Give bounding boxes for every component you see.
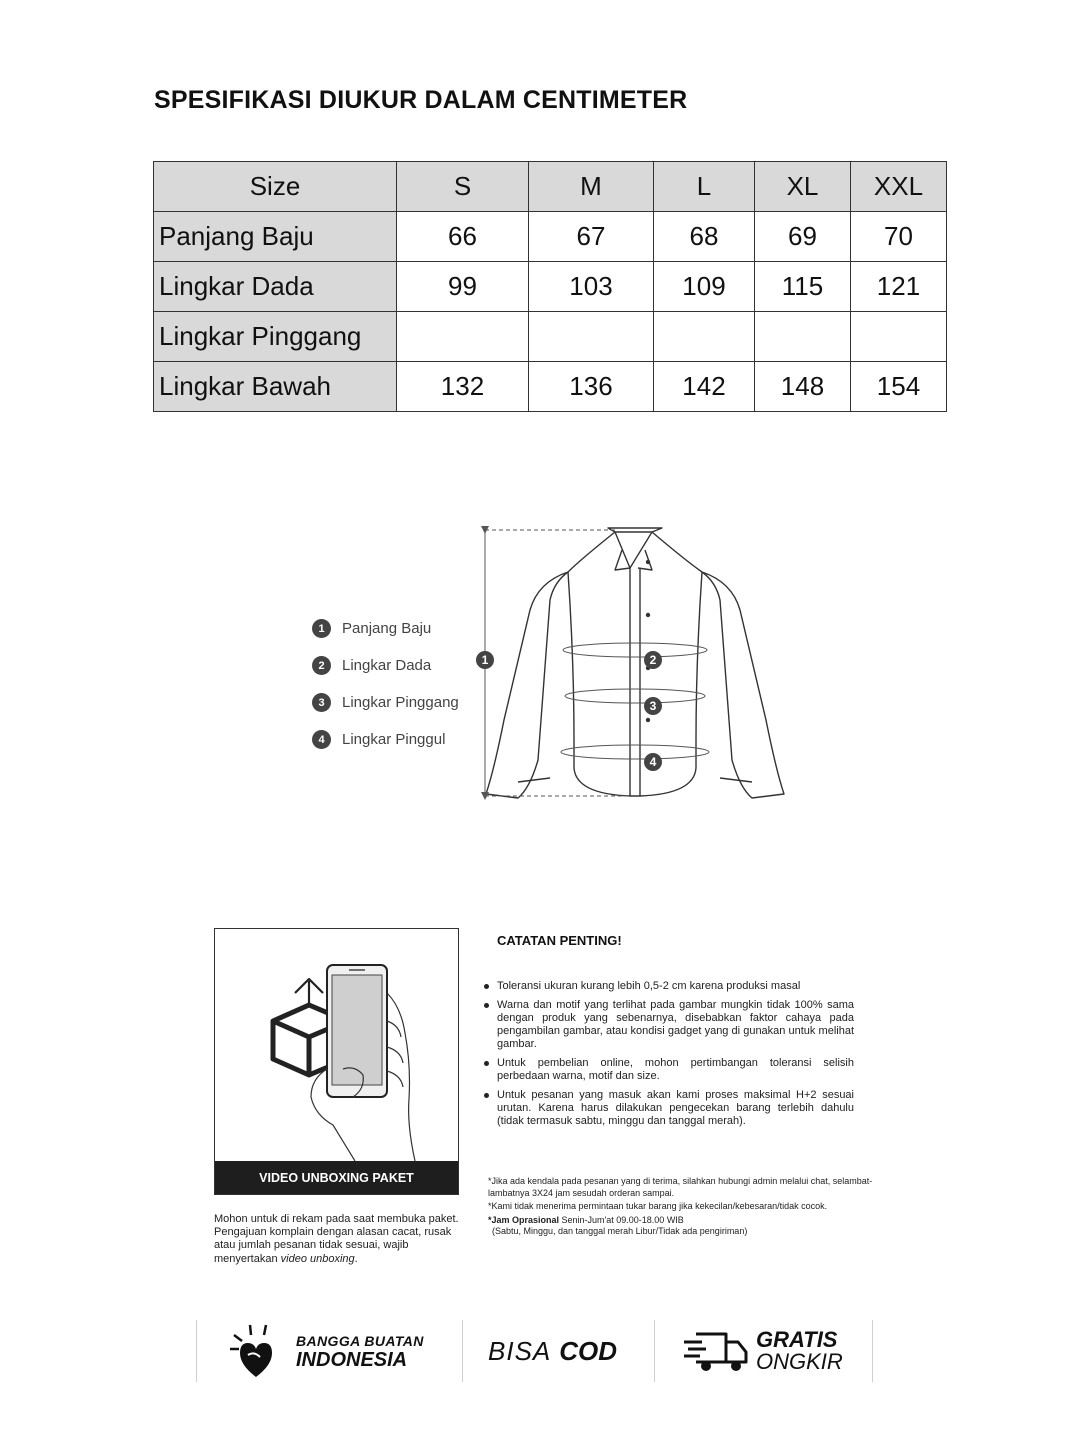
table-cell: 109	[654, 262, 755, 312]
table-row	[154, 262, 947, 312]
delivery-truck-icon	[682, 1328, 748, 1374]
table-cell	[397, 312, 529, 362]
shirt-diagram	[470, 520, 800, 820]
header-cell: Size	[154, 162, 397, 212]
legend-number: 4	[312, 730, 331, 749]
note-emphasis: video unboxing	[280, 1252, 355, 1265]
row-label: Lingkar Dada	[154, 262, 397, 312]
legend-item	[312, 721, 459, 758]
header-cell: S	[397, 162, 529, 212]
table-row	[154, 362, 947, 412]
proud-line1: BANGGA BUATAN	[296, 1333, 424, 1349]
heart-icon	[226, 1321, 286, 1381]
size-table	[153, 161, 947, 412]
table-header-row	[154, 162, 947, 212]
table-cell	[654, 312, 755, 362]
legend-item	[312, 647, 459, 684]
header-cell: M	[529, 162, 654, 212]
hours-label: *Jam Oprasional	[488, 1214, 560, 1225]
page-heading: SPESIFIKASI DIUKUR DALAM CENTIMETER	[154, 86, 688, 114]
divider	[462, 1320, 463, 1382]
table-cell: 67	[529, 212, 654, 262]
table-cell: 68	[654, 212, 755, 262]
badges-strip	[196, 1320, 874, 1382]
table-row	[154, 312, 947, 362]
legend-label: Lingkar Pinggang	[342, 694, 459, 711]
operating-hours	[488, 1215, 878, 1238]
table-cell: 66	[397, 212, 529, 262]
table-cell: 154	[851, 362, 947, 412]
list-item: Untuk pembelian online, mohon pertimbangan toleransi selisih perbedaan warna, motif dan size.	[482, 1057, 854, 1083]
proud-line2: INDONESIA	[296, 1349, 408, 1371]
note-text: Mohon untuk di rekam pada saat membuka paket. Pengajuan komplain dengan alasan cacat, rusak atau jumlah pesanan tidak sesuai, wajib menyertakan	[214, 1213, 459, 1265]
hours-note: (Sabtu, Minggu, dan tanggal merah Libur/Tidak ada pengiriman)	[492, 1226, 748, 1236]
divider	[196, 1320, 197, 1382]
notes-title: CATATAN PENTING!	[497, 933, 622, 948]
table-row	[154, 212, 947, 262]
badge-cod	[488, 1320, 617, 1382]
header-cell: XXL	[851, 162, 947, 212]
video-unboxing-note	[214, 1213, 464, 1266]
footnotes	[488, 1176, 878, 1240]
notes-list	[482, 980, 854, 1134]
marker-chest: 2	[649, 653, 657, 667]
row-label: Panjang Baju	[154, 212, 397, 262]
row-label: Lingkar Pinggang	[154, 312, 397, 362]
shipping-line2: ONGKIR	[756, 1349, 843, 1374]
table-cell: 136	[529, 362, 654, 412]
marker-length: 1	[481, 653, 489, 667]
table-cell	[851, 312, 947, 362]
shipping-line1: GRATIS	[756, 1327, 838, 1352]
legend-number: 3	[312, 693, 331, 712]
table-cell: 142	[654, 362, 755, 412]
legend-label: Panjang Baju	[342, 620, 432, 637]
table-cell: 99	[397, 262, 529, 312]
header-cell: XL	[755, 162, 851, 212]
table-cell: 132	[397, 362, 529, 412]
table-cell: 121	[851, 262, 947, 312]
legend-item	[312, 610, 459, 647]
footnote: *Kami tidak menerima permintaan tukar barang jika kekecilan/kebesaran/tidak cocok.	[488, 1201, 828, 1211]
cod-word: COD	[559, 1335, 618, 1366]
divider	[654, 1320, 655, 1382]
note-text: .	[354, 1252, 358, 1265]
list-item: Toleransi ukuran kurang lebih 0,5-2 cm karena produksi masal	[482, 980, 854, 993]
proud-text	[296, 1332, 424, 1370]
cod-prefix: BISA	[488, 1335, 552, 1366]
legend-label: Lingkar Pinggul	[342, 731, 446, 748]
video-unboxing-box	[214, 928, 459, 1195]
legend-number: 2	[312, 656, 331, 675]
legend-number: 1	[312, 619, 331, 638]
badge-proud-indonesia	[226, 1320, 424, 1382]
unboxing-phone-illustration	[215, 929, 458, 1161]
shipping-text	[756, 1329, 843, 1373]
legend-label: Lingkar Dada	[342, 657, 432, 674]
hours-value: Senin-Jum'at 09.00-18.00 WIB	[559, 1214, 684, 1225]
divider	[872, 1320, 873, 1382]
header-cell: L	[654, 162, 755, 212]
row-label: Lingkar Bawah	[154, 362, 397, 412]
table-cell: 70	[851, 212, 947, 262]
table-cell	[529, 312, 654, 362]
table-cell: 69	[755, 212, 851, 262]
table-cell: 103	[529, 262, 654, 312]
table-cell	[755, 312, 851, 362]
measurement-legend	[312, 610, 459, 758]
table-cell: 148	[755, 362, 851, 412]
marker-waist: 3	[649, 699, 657, 713]
video-unboxing-label: VIDEO UNBOXING PAKET	[215, 1161, 458, 1194]
list-item: Untuk pesanan yang masuk akan kami proses maksimal H+2 sesuai urutan. Karena harus dilakukan pengecekan barang terlebih dahulu (tidak termasuk sabtu, minggu dan tanggal merah).	[482, 1089, 854, 1128]
badge-free-shipping	[682, 1320, 843, 1382]
footnote: *Jika ada kendala pada pesanan yang di terima, silahkan hubungi admin melalui chat, selambat-lambatnya 3X24 jam sesudah orderan sampai.	[488, 1176, 873, 1198]
list-item: Warna dan motif yang terlihat pada gambar mungkin tidak 100% sama dengan produk yang sebenarnya, disebabkan faktor cahaya pada pengambilan gambar, atau kondisi gadget yang di gunakan untuk melihat gambar.	[482, 999, 854, 1051]
marker-hip: 4	[649, 755, 657, 769]
table-cell: 115	[755, 262, 851, 312]
legend-item	[312, 684, 459, 721]
